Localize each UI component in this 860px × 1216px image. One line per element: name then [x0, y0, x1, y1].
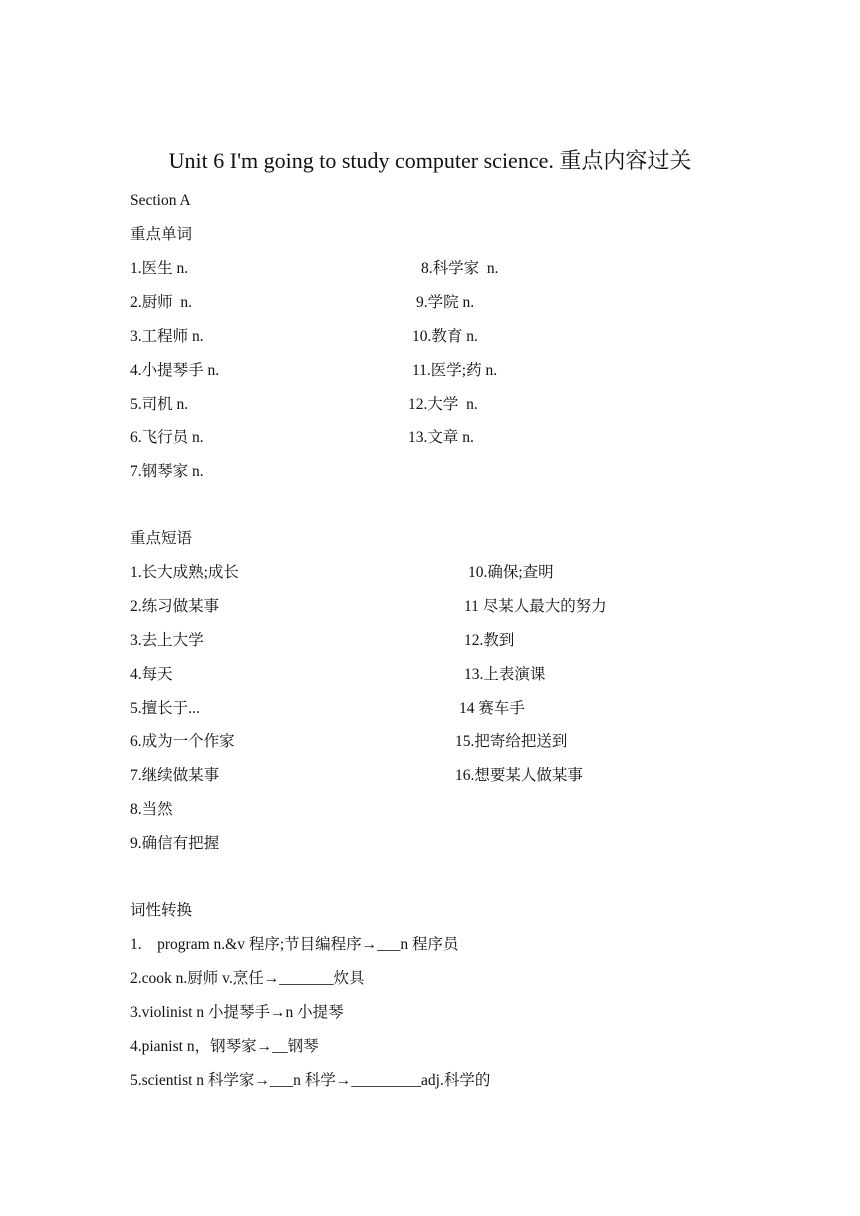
phrase-item: 2.练习做某事 [130, 598, 220, 615]
vocab-item: 13.文章 n. [408, 429, 474, 446]
section-label: Section A [130, 192, 191, 209]
conversion-item: 2.cook n.厨师 v.烹任→_______炊具 [130, 970, 365, 987]
phrase-item: 15.把寄给把送到 [455, 733, 568, 750]
page-title: Unit 6 I'm going to study computer science. 重点内容过关 [168, 148, 692, 173]
phrase-item: 3.去上大学 [130, 632, 204, 649]
phrase-item: 5.擅长于... [130, 700, 200, 717]
phrase-item: 9.确信有把握 [130, 835, 220, 852]
vocab-item: 8.科学家 n. [421, 260, 499, 277]
conversion-item: 1. program n.&v 程序;节目编程序→___n 程序员 [130, 936, 459, 953]
phrase-item: 6.成为一个作家 [130, 733, 235, 750]
phrase-item: 13.上表演课 [464, 666, 546, 683]
vocab-item: 10.教育 n. [412, 328, 478, 345]
vocab-item: 3.工程师 n. [130, 328, 204, 345]
phrase-item: 4.每天 [130, 666, 173, 683]
phrase-item: 7.继续做某事 [130, 767, 220, 784]
conversion-item: 3.violinist n 小提琴手→n 小提琴 [130, 1004, 344, 1021]
phrase-item: 10.确保;查明 [468, 564, 554, 581]
vocab-item: 5.司机 n. [130, 396, 189, 413]
phrases-heading: 重点短语 [130, 530, 193, 547]
vocab-item: 12.大学 n. [408, 396, 478, 413]
vocab-item: 6.飞行员 n. [130, 429, 204, 446]
conversion-heading: 词性转换 [130, 902, 193, 919]
phrase-item: 14 赛车手 [459, 700, 525, 717]
conversion-item: 5.scientist n 科学家→___n 科学→_________adj.科学的 [130, 1072, 491, 1089]
vocab-item: 11.医学;药 n. [412, 362, 498, 379]
vocab-item: 2.厨师 n. [130, 294, 193, 311]
phrase-item: 1.长大成熟;成长 [130, 564, 239, 581]
phrase-item: 12.教到 [464, 632, 515, 649]
phrase-item: 8.当然 [130, 801, 173, 818]
vocab-item: 9.学院 n. [416, 294, 475, 311]
phrase-item: 11 尽某人最大的努力 [464, 598, 607, 615]
vocab-item: 1.医生 n. [130, 260, 189, 277]
vocab-item: 7.钢琴家 n. [130, 463, 204, 480]
conversion-item: 4.pianist n，钢琴家→__钢琴 [130, 1038, 319, 1055]
vocab-item: 4.小提琴手 n. [130, 362, 220, 379]
vocab-heading: 重点单词 [130, 226, 193, 243]
phrase-item: 16.想要某人做某事 [455, 767, 583, 784]
